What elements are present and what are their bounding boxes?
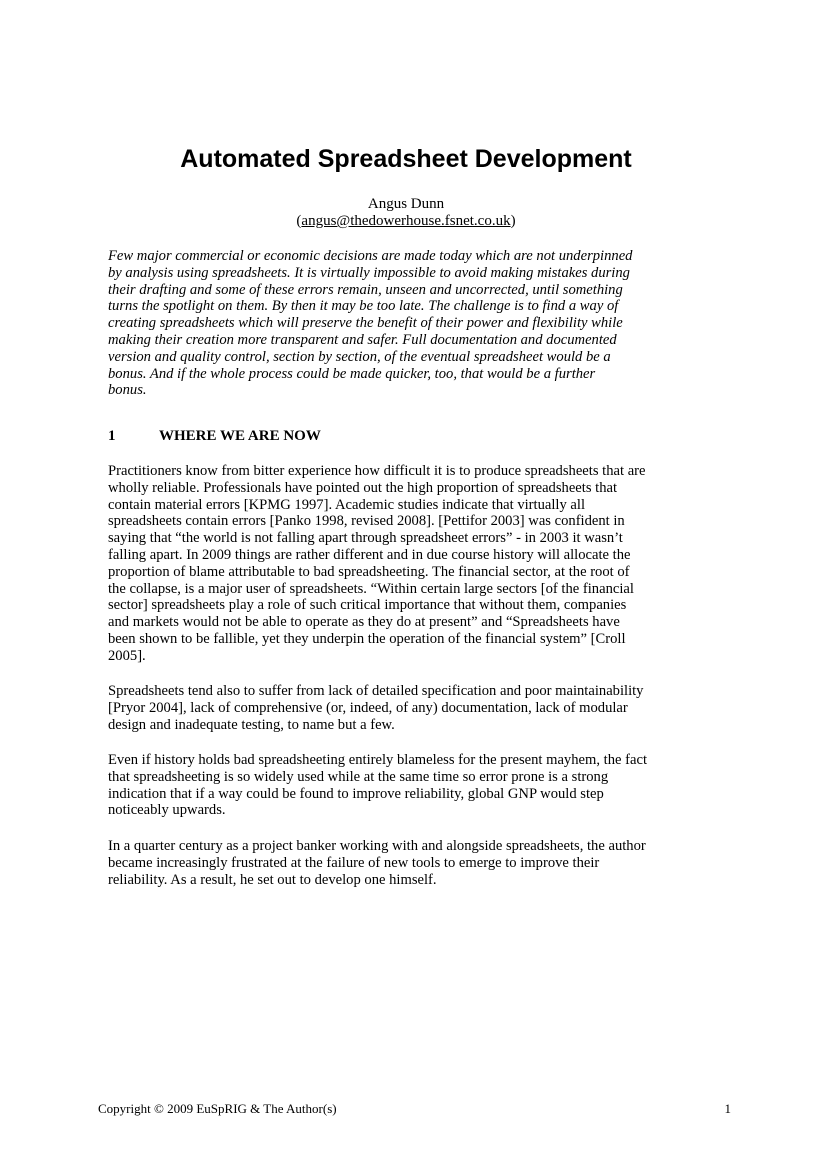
author-email-line (0, 213, 812, 230)
section-heading (108, 428, 708, 445)
paper-title: Automated Spreadsheet Development (180, 145, 632, 173)
author-email-link[interactable]: angus@thedowerhouse.fsnet.co.uk (301, 213, 511, 229)
section-number: 1 (108, 428, 116, 444)
email-close-paren: ) (510, 213, 516, 229)
author-name: Angus Dunn (367, 196, 445, 212)
abstract: Few major commercial or economic decisions are made today which are not underpinned by analysis using spreadsheets. It is virtually impossible to avoid making mistakes during their drafting and some of these errors remain, unseen and uncorrected, until something turns the spotlight on them. By then it may be too late. The challenge is to find a way of creating spreadsheets which will preserve the benefit of their power and flexibility while making their creation more transparent and safer. Full documentation and documented version and quality control, section by section, of the eventual spreadsheet would be a bonus. And if the whole process could be made quicker, too, that would be a further bonus. (108, 248, 633, 399)
body-paragraph-3: Even if history holds bad spreadsheeting entirely blameless for the present mayhem, the fact that spreadsheeting is so widely used while at the same time so error prone is a strong indication that if a way could be found to improve reliability, global GNP would step noticeably upwards. (108, 752, 647, 819)
footer-copyright: Copyright © 2009 EuSpRIG & The Author(s) (98, 1101, 337, 1116)
body-paragraph-1: Practitioners know from bitter experience how difficult it is to produce spreadsheets that are wholly reliable. Professionals have pointed out the high proportion of spreadsheets that contain material errors [KPMG 1997]. Academic studies indicate that virtually all spreadsheets contain errors [Panko 1998, revised 2008]. [Pettifor 2003] was confident in saying that “the world is not falling apart through spreadsheet errors” - in 2003 it wasn’t falling apart. In 2009 things are rather different and in due course history will allocate the proportion of blame attributable to bad spreadsheeting. The financial sector, at the root of the collapse, is a major user of spreadsheets. “Within certain large sectors [of the financial sector] spreadsheets play a role of such critical importance that without them, companies and markets would not be able to operate as they do at present” and “Spreadsheets have been shown to be fallible, yet they underpin the operation of the financial system” [Croll 2005]. (108, 463, 646, 664)
body-paragraph-4: In a quarter century as a project banker working with and alongside spreadsheets, the author became increasingly frustrated at the failure of new tools to emerge to improve their reliability. As a result, he set out to develop one himself. (108, 838, 646, 888)
section-title: WHERE WE ARE NOW (159, 428, 321, 444)
page-number: 1 (724, 1101, 731, 1116)
body-paragraph-2: Spreadsheets tend also to suffer from lack of detailed specification and poor maintainability [Pryor 2004], lack of comprehensive (or, indeed, of any) documentation, lack of modular design and inadequate testing, to name but a few. (108, 683, 644, 733)
email-open-paren: ( (296, 213, 302, 229)
